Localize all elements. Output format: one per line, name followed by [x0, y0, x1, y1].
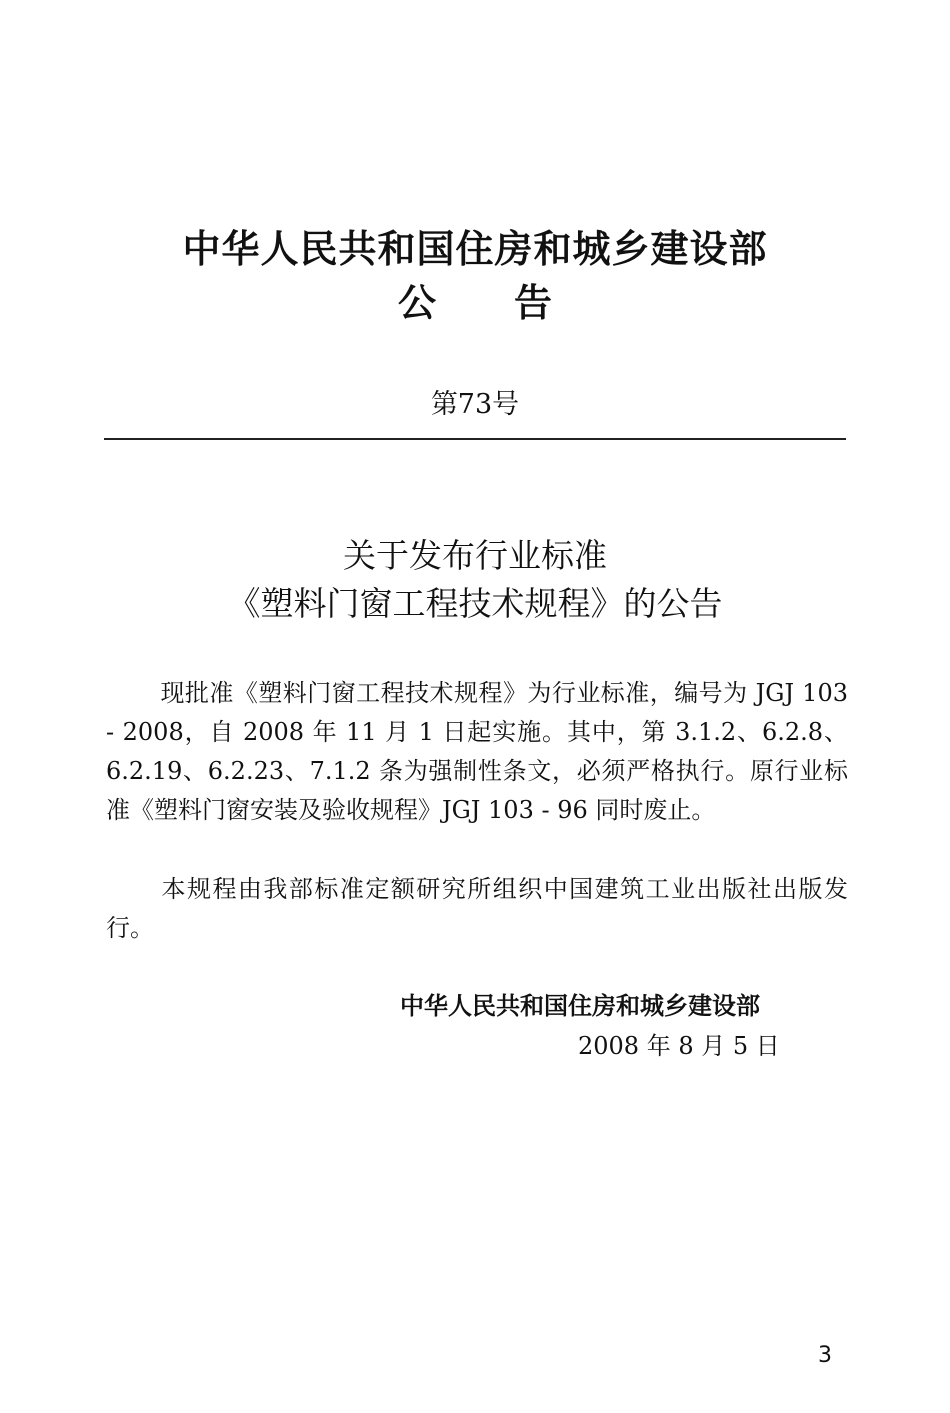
issue-date: 2008 年 8 月 5 日	[578, 1032, 780, 1060]
body-paragraph-2	[106, 870, 848, 948]
page-number: 3	[818, 1343, 832, 1368]
notice-number: 第73号	[430, 389, 520, 420]
subject-line-2: 《塑料门窗工程技术规程》的公告	[227, 584, 723, 623]
body-paragraph-1-text: 现批准《塑料门窗工程技术规程》为行业标准，编号为 JGJ 103 - 2008，自 2008 年 11 月 1 日起实施。其中，第 3.1.2、6.2.8、6.2.19、6.2.23、7.1.2 条为强制性条文，必须严格执行。原行业标准《塑料门窗安装及验收规程》JGJ 103 - 96 同时废止。	[106, 679, 848, 824]
header-divider	[104, 438, 846, 440]
notice-heading-char-2: 告	[514, 281, 553, 325]
body-paragraph-2-text: 本规程由我部标准定额研究所组织中国建筑工业出版社出版发行。	[106, 875, 848, 942]
subject-line-1: 关于发布行业标准	[343, 536, 607, 575]
notice-heading	[0, 272, 950, 327]
issuer-signature: 中华人民共和国住房和城乡建设部	[400, 992, 760, 1020]
body-paragraph-1	[106, 674, 848, 830]
ministry-title: 中华人民共和国住房和城乡建设部	[182, 227, 768, 271]
notice-heading-char-1: 公	[397, 281, 436, 325]
